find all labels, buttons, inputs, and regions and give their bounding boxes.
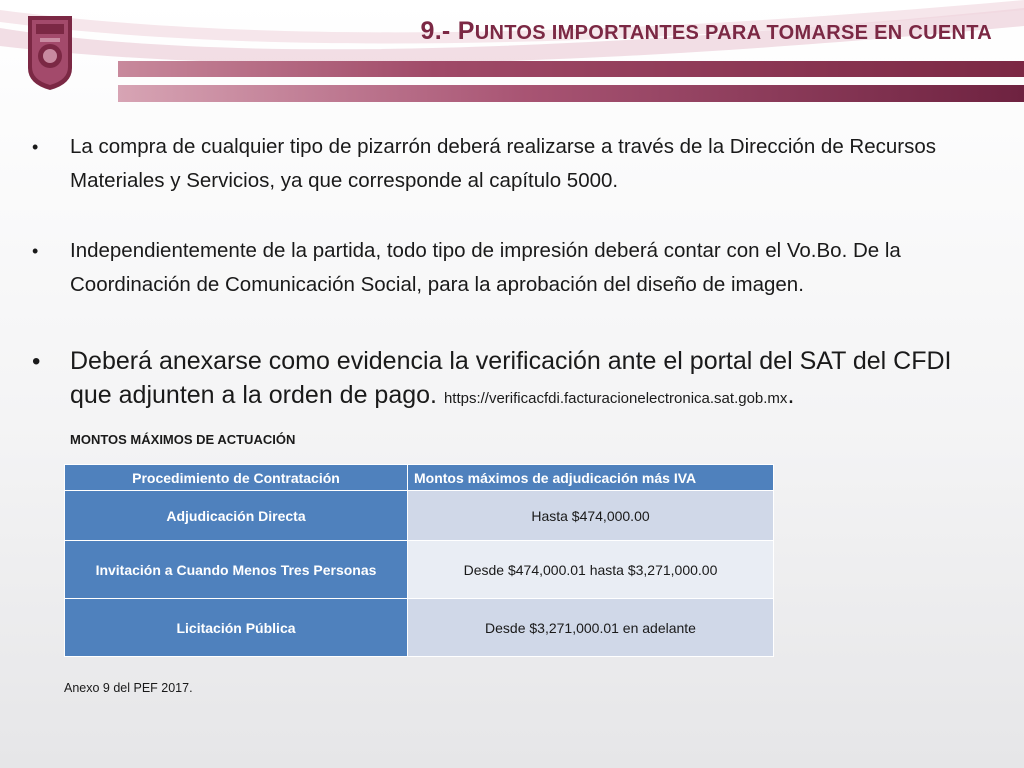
amount-cell: Desde $3,271,000.01 en adelante — [408, 599, 774, 657]
bullet-text — [70, 344, 970, 416]
table-row — [65, 541, 774, 599]
bullet-item — [32, 234, 970, 302]
bullet-text-main: Deberá anexarse como evidencia la verificación ante el portal del SAT del CFDI que adjunten a la orden de pago. — [70, 347, 952, 409]
bullet-text: La compra de cualquier tipo de pizarrón deberá realizarse a través de la Dirección de Recursos Materiales y Servicios, ya que corresponde al capítulo 5000. — [70, 135, 937, 192]
table-row — [65, 491, 774, 541]
bullet-item — [32, 344, 970, 416]
table-row — [65, 599, 774, 657]
amount-cell: Hasta $474,000.00 — [408, 491, 774, 541]
column-header: Montos máximos de adjudicación más IVA — [408, 465, 774, 491]
ipn-logo — [22, 12, 78, 92]
bullet-text-end: . — [787, 381, 795, 409]
procedure-cell: Licitación Pública — [65, 599, 408, 657]
bullet-text: Independientemente de la partida, todo tipo de impresión deberá contar con el Vo.Bo. De la Coordinación de Comunicación Social, para la aprobación del diseño de imagen. — [70, 239, 901, 296]
footnote: Anexo 9 del PEF 2017. — [64, 681, 193, 695]
montos-table — [64, 464, 774, 657]
page-title — [420, 17, 992, 46]
bullet-item — [32, 130, 970, 198]
montos-heading: MONTOS MÁXIMOS DE ACTUACIÓN — [70, 432, 296, 447]
bullet-marker: • — [32, 348, 41, 375]
procedure-cell: Invitación a Cuando Menos Tres Personas — [65, 541, 408, 599]
title-rest: IMPORTANTES PARA TOMARSE EN CUENTA — [545, 22, 992, 44]
table-header-row — [65, 465, 774, 491]
bullet-marker: • — [32, 241, 39, 261]
header-bar-top — [118, 61, 1024, 77]
column-header: Procedimiento de Contratación — [65, 465, 408, 491]
header-bar-bottom — [118, 85, 1024, 102]
bullet-marker: • — [32, 137, 39, 157]
procedure-cell: Adjudicación Directa — [65, 491, 408, 541]
amount-cell: Desde $474,000.01 hasta $3,271,000.00 — [408, 541, 774, 599]
title-word1-rest: UNTOS — [474, 22, 546, 44]
title-number: 9.- P — [420, 17, 475, 45]
sat-url-link[interactable]: https://verificacfdi.facturacionelectronica.sat.gob.mx — [443, 390, 788, 407]
